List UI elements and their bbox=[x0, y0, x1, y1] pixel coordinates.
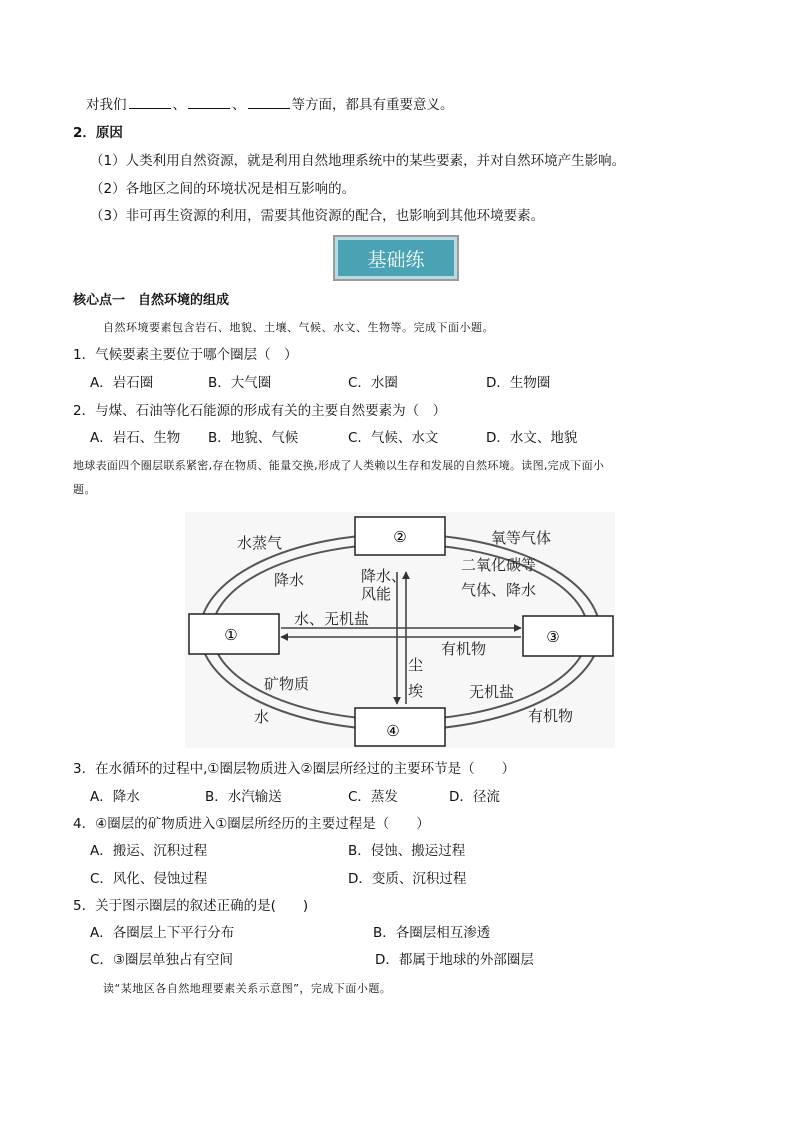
label-dust-1: 尘 bbox=[408, 656, 424, 674]
banner-label: 基础练 bbox=[367, 248, 425, 271]
q5-option-d[interactable]: D．都属于地球的外部圈层 bbox=[375, 952, 534, 968]
q2-option-b[interactable]: B．地貌、气候 bbox=[208, 430, 299, 446]
reason-point-2: （2）各地区之间的环境状况是相互影响的。 bbox=[90, 181, 356, 197]
intro-sep-2: 、 bbox=[232, 97, 246, 113]
intro-sep-1: 、 bbox=[172, 97, 186, 113]
node-box-4 bbox=[355, 708, 445, 746]
section-banner bbox=[333, 235, 459, 281]
node-label-4: ④ bbox=[386, 722, 400, 740]
node-box-3 bbox=[523, 616, 613, 656]
question-2: 2．与煤、石油等化石能源的形成有关的主要自然要素为（ ） bbox=[73, 403, 447, 419]
label-precip-wind-1: 降水、 bbox=[361, 567, 407, 585]
label-inorganic-salt: 无机盐 bbox=[469, 683, 515, 701]
q1-option-b[interactable]: B．大气圈 bbox=[208, 375, 272, 391]
label-mineral: 矿物质 bbox=[264, 675, 310, 693]
q3-option-c[interactable]: C．蒸发 bbox=[348, 789, 398, 805]
q4-option-d[interactable]: D．变质、沉积过程 bbox=[348, 871, 467, 887]
section-heading-reasons: 2．原因 bbox=[73, 125, 123, 141]
core-point-title: 核心点一 自然环境的组成 bbox=[73, 293, 230, 308]
question-4: 4．④圈层的矿物质进入①圈层所经历的主要过程是（ ） bbox=[73, 816, 430, 832]
q5-option-c[interactable]: C．③圈层单独占有空间 bbox=[90, 952, 234, 968]
label-co2: 二氧化碳等 bbox=[461, 556, 537, 574]
intro-suffix: 等方面，都具有重要意义。 bbox=[291, 97, 454, 113]
label-water-salt: 水、无机盐 bbox=[294, 610, 370, 628]
q3-option-d[interactable]: D．径流 bbox=[449, 789, 500, 805]
node-label-2: ② bbox=[393, 528, 407, 546]
reason-point-3: （3）非可再生资源的利用，需要其他资源的配合，也影响到其他环境要素。 bbox=[90, 208, 545, 224]
label-water-vapor: 水蒸气 bbox=[237, 534, 283, 552]
q5-option-a[interactable]: A．各圈层上下平行分布 bbox=[90, 925, 235, 941]
label-gas-precip: 气体、降水 bbox=[461, 581, 537, 599]
reason-point-1: （1）人类利用自然资源，就是利用自然地理系统中的某些要素，并对自然环境产生影响。 bbox=[90, 153, 626, 169]
q1-option-d[interactable]: D．生物圈 bbox=[486, 375, 551, 391]
answer-blank-3[interactable] bbox=[248, 95, 290, 109]
label-organic-mid: 有机物 bbox=[441, 640, 487, 658]
q1-option-a[interactable]: A．岩石圈 bbox=[90, 375, 154, 391]
sphere-interaction-diagram bbox=[185, 512, 615, 748]
question-stem-1: 自然环境要素包含岩石、地貌、土壤、气候、水文、生物等。完成下面小题。 bbox=[103, 321, 494, 334]
q2-option-a[interactable]: A．岩石、生物 bbox=[90, 430, 181, 446]
q2-option-c[interactable]: C．气候、水文 bbox=[348, 430, 439, 446]
label-organic-bottom: 有机物 bbox=[528, 707, 574, 725]
label-dust-2: 埃 bbox=[408, 682, 424, 700]
q4-option-b[interactable]: B．侵蚀、搬运过程 bbox=[348, 843, 466, 859]
answer-blank-1[interactable] bbox=[129, 95, 171, 109]
question-stem-3: 读“某地区各自然地理要素关系示意图”，完成下面小题。 bbox=[103, 982, 392, 995]
question-3: 3．在水循环的过程中,①圈层物质进入②圈层所经过的主要环节是（ ） bbox=[73, 761, 516, 777]
label-water-bottom: 水 bbox=[254, 708, 270, 726]
q3-option-b[interactable]: B．水汽输送 bbox=[205, 789, 282, 805]
question-stem-2-line-1: 地球表面四个圈层联系紧密,存在物质、能量交换,形成了人类赖以生存和发展的自然环境。读图,完成下面小 bbox=[73, 459, 605, 472]
answer-blank-2[interactable] bbox=[188, 95, 230, 109]
label-oxygen: 氧等气体 bbox=[491, 529, 552, 547]
q4-option-a[interactable]: A．搬运、沉积过程 bbox=[90, 843, 208, 859]
node-label-1: ① bbox=[224, 626, 238, 644]
node-label-3: ③ bbox=[546, 628, 560, 646]
q3-option-a[interactable]: A．降水 bbox=[90, 789, 140, 805]
label-precip-left: 降水 bbox=[274, 571, 305, 589]
question-1: 1．气候要素主要位于哪个圈层（ ） bbox=[73, 347, 298, 363]
q2-option-d[interactable]: D．水文、地貌 bbox=[486, 430, 578, 446]
question-5: 5．关于图示圈层的叙述正确的是( ) bbox=[73, 898, 309, 914]
q1-option-c[interactable]: C．水圈 bbox=[348, 375, 398, 391]
q4-option-c[interactable]: C．风化、侵蚀过程 bbox=[90, 871, 208, 887]
intro-prefix: 对我们 bbox=[86, 97, 127, 113]
intro-line bbox=[86, 95, 454, 114]
q5-option-b[interactable]: B．各圈层相互渗透 bbox=[373, 925, 491, 941]
label-precip-wind-2: 风能 bbox=[361, 585, 392, 603]
question-stem-2-line-2: 题。 bbox=[73, 483, 96, 496]
